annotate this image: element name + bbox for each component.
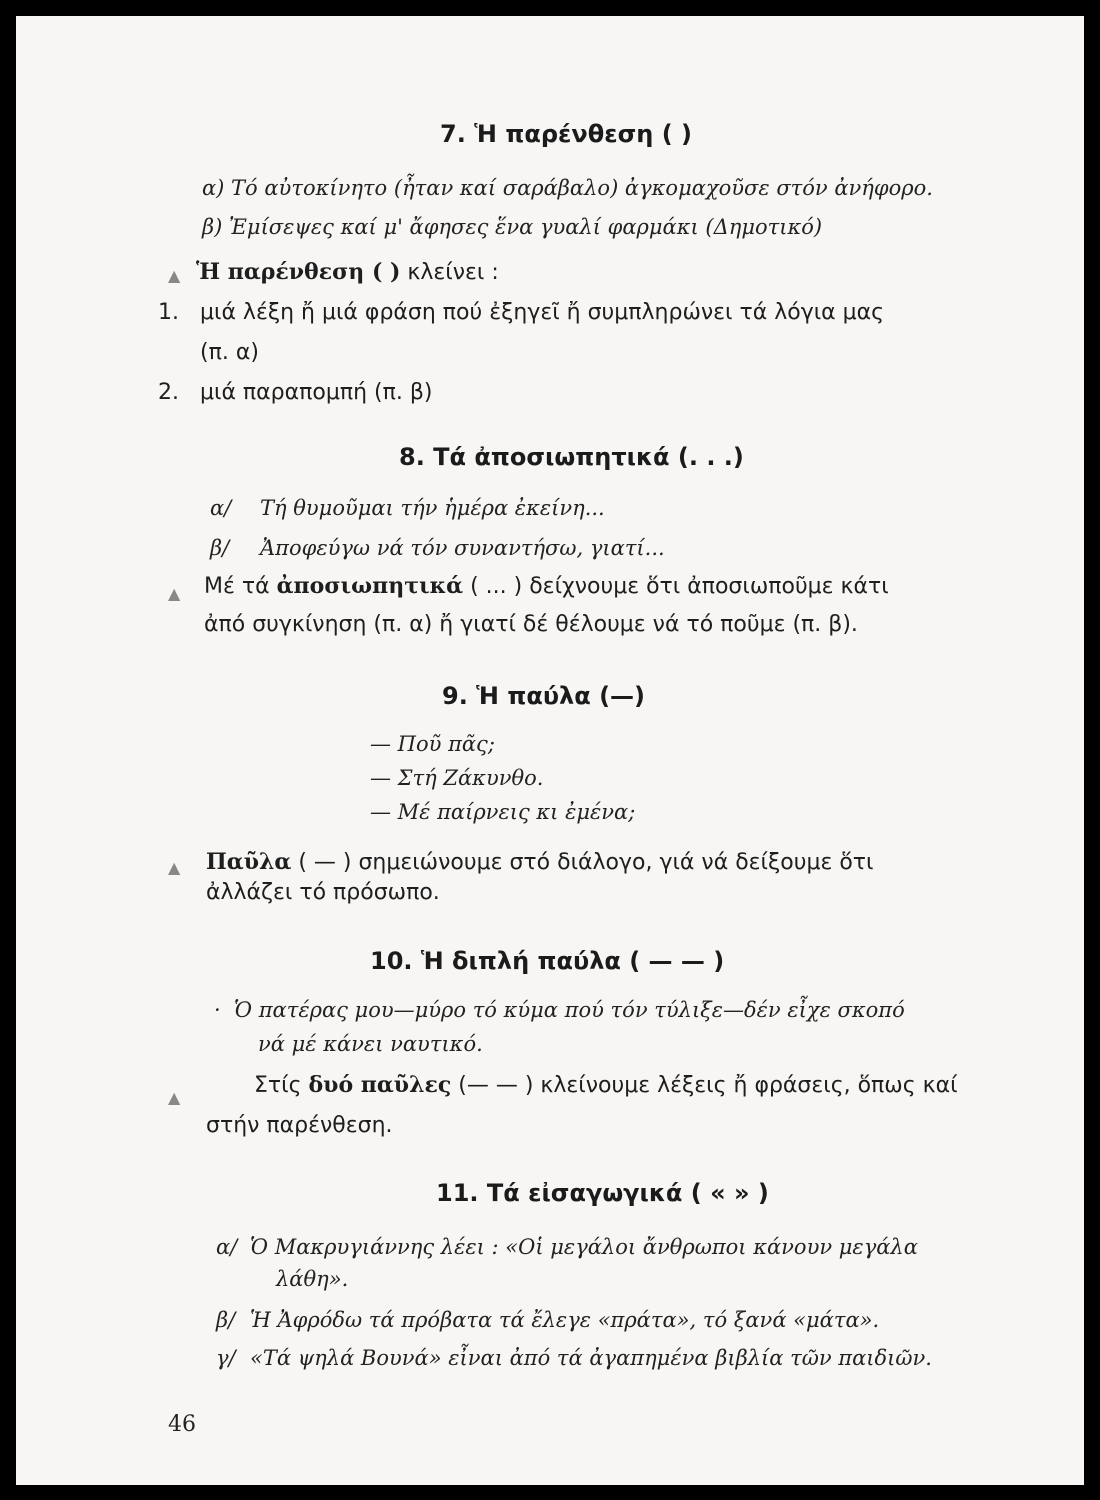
dialog-line: — Μέ παίρνεις κι ἐμένα; — [370, 800, 636, 824]
section-8-example-a: Τή θυμοῦμαι τήν ἡμέρα ἐκείνη... — [260, 496, 605, 520]
rule-text: ( — ) σημειώνουμε στό διάλογο, γιά νά δείξουμε ὅτι — [291, 850, 874, 875]
rule-bold: Ἡ παρένθεση ( ) — [196, 259, 401, 285]
triangle-marker-icon: ▲ — [168, 584, 181, 603]
rule-text: (— — ) κλείνουμε λέξεις ἤ φράσεις, ὅπως καί — [451, 1073, 958, 1098]
example-label: β/ — [210, 536, 230, 560]
section-8-title: 8. Τά ἀποσιωπητικά (. . .) — [399, 443, 744, 471]
example-label: β/ — [216, 1308, 236, 1332]
list-item-text-continued: (π. α) — [200, 340, 259, 365]
triangle-marker-icon: ▲ — [168, 1088, 181, 1107]
section-7-example-b: β) Ἐμίσεψες καί μ' ἄφησες ἕνα γυαλί φαρμάκι (Δημοτικό) — [202, 215, 823, 239]
section-9-rule-continued: ἀλλάζει τό πρόσωπο. — [206, 880, 440, 905]
triangle-marker-icon: ▲ — [168, 266, 181, 285]
section-10-title: 10. Ἡ διπλή παύλα ( — — ) — [370, 947, 725, 975]
section-10-example-continued: νά μέ κάνει ναυτικό. — [258, 1032, 483, 1056]
dialog-line: — Ποῦ πᾶς; — [370, 732, 495, 756]
bullet-dot-icon: · — [214, 998, 221, 1022]
section-11-example-a: Ὁ Μακρυγιάννης λέει : «Οἱ μεγάλοι ἄνθρωποι κάνουν μεγάλα — [250, 1235, 918, 1259]
section-7-title: 7. Ἡ παρένθεση ( ) — [440, 120, 692, 148]
section-8-example-b: Ἀποφεύγω νά τόν συναντήσω, γιατί... — [260, 536, 665, 560]
list-item-number: 1. — [158, 300, 179, 325]
section-9-title: 9. Ἡ παύλα (—) — [442, 682, 646, 710]
list-item-number: 2. — [158, 380, 179, 405]
rule-bold: Παῦλα — [206, 849, 292, 875]
section-8-rule — [204, 573, 889, 599]
section-10-rule — [254, 1072, 958, 1098]
section-9-rule — [206, 849, 874, 875]
section-11-example-c: «Τά ψηλά Βουνά» εἶναι ἀπό τά ἀγαπημένα βιβλία τῶν παιδιῶν. — [250, 1346, 932, 1370]
example-label: α/ — [216, 1235, 238, 1259]
rule-text: κλείνει : — [400, 260, 499, 285]
section-8-rule-continued: ἀπό συγκίνηση (π. α) ἤ γιατί δέ θέλουμε νά τό ποῦμε (π. β). — [204, 612, 858, 637]
section-11-title: 11. Τά εἰσαγωγικά ( « » ) — [436, 1179, 769, 1207]
triangle-marker-icon: ▲ — [168, 858, 181, 877]
rule-text: Μέ τά — [204, 574, 277, 599]
section-7-example-a: α) Τό αὐτοκίνητο (ἦταν καί σαράβαλο) ἀγκομαχοῦσε στόν ἀνήφορο. — [202, 176, 933, 200]
rule-text: ( ... ) δείχνουμε ὅτι ἀποσιωποῦμε κάτι — [463, 574, 889, 599]
rule-text: Στίς — [254, 1073, 309, 1098]
section-11-example-a-continued: λάθη». — [276, 1267, 349, 1291]
page-number: 46 — [168, 1412, 196, 1437]
rule-bold: δυό παῦλες — [308, 1072, 452, 1098]
section-11-example-b: Ἡ Ἀφρόδω τά πρόβατα τά ἔλεγε «πράτα», τό ξανά «μάτα». — [250, 1308, 880, 1332]
section-10-rule-continued: στήν παρένθεση. — [206, 1113, 393, 1138]
book-page — [16, 16, 1084, 1485]
dialog-line: — Στή Ζάκυνθο. — [370, 766, 544, 790]
section-7-rule — [196, 259, 499, 285]
list-item-text: μιά παραπομπή (π. β) — [200, 380, 433, 405]
list-item-text: μιά λέξη ἤ μιά φράση πού ἐξηγεῖ ἤ συμπληρώνει τά λόγια μας — [200, 300, 885, 325]
example-label: γ/ — [216, 1346, 236, 1370]
section-10-example: Ὁ πατέρας μου—μύρο τό κύμα πού τόν τύλιξε—δέν εἶχε σκοπό — [234, 998, 905, 1022]
example-label: α/ — [210, 496, 232, 520]
rule-bold: ἀποσιωπητικά — [276, 573, 464, 599]
